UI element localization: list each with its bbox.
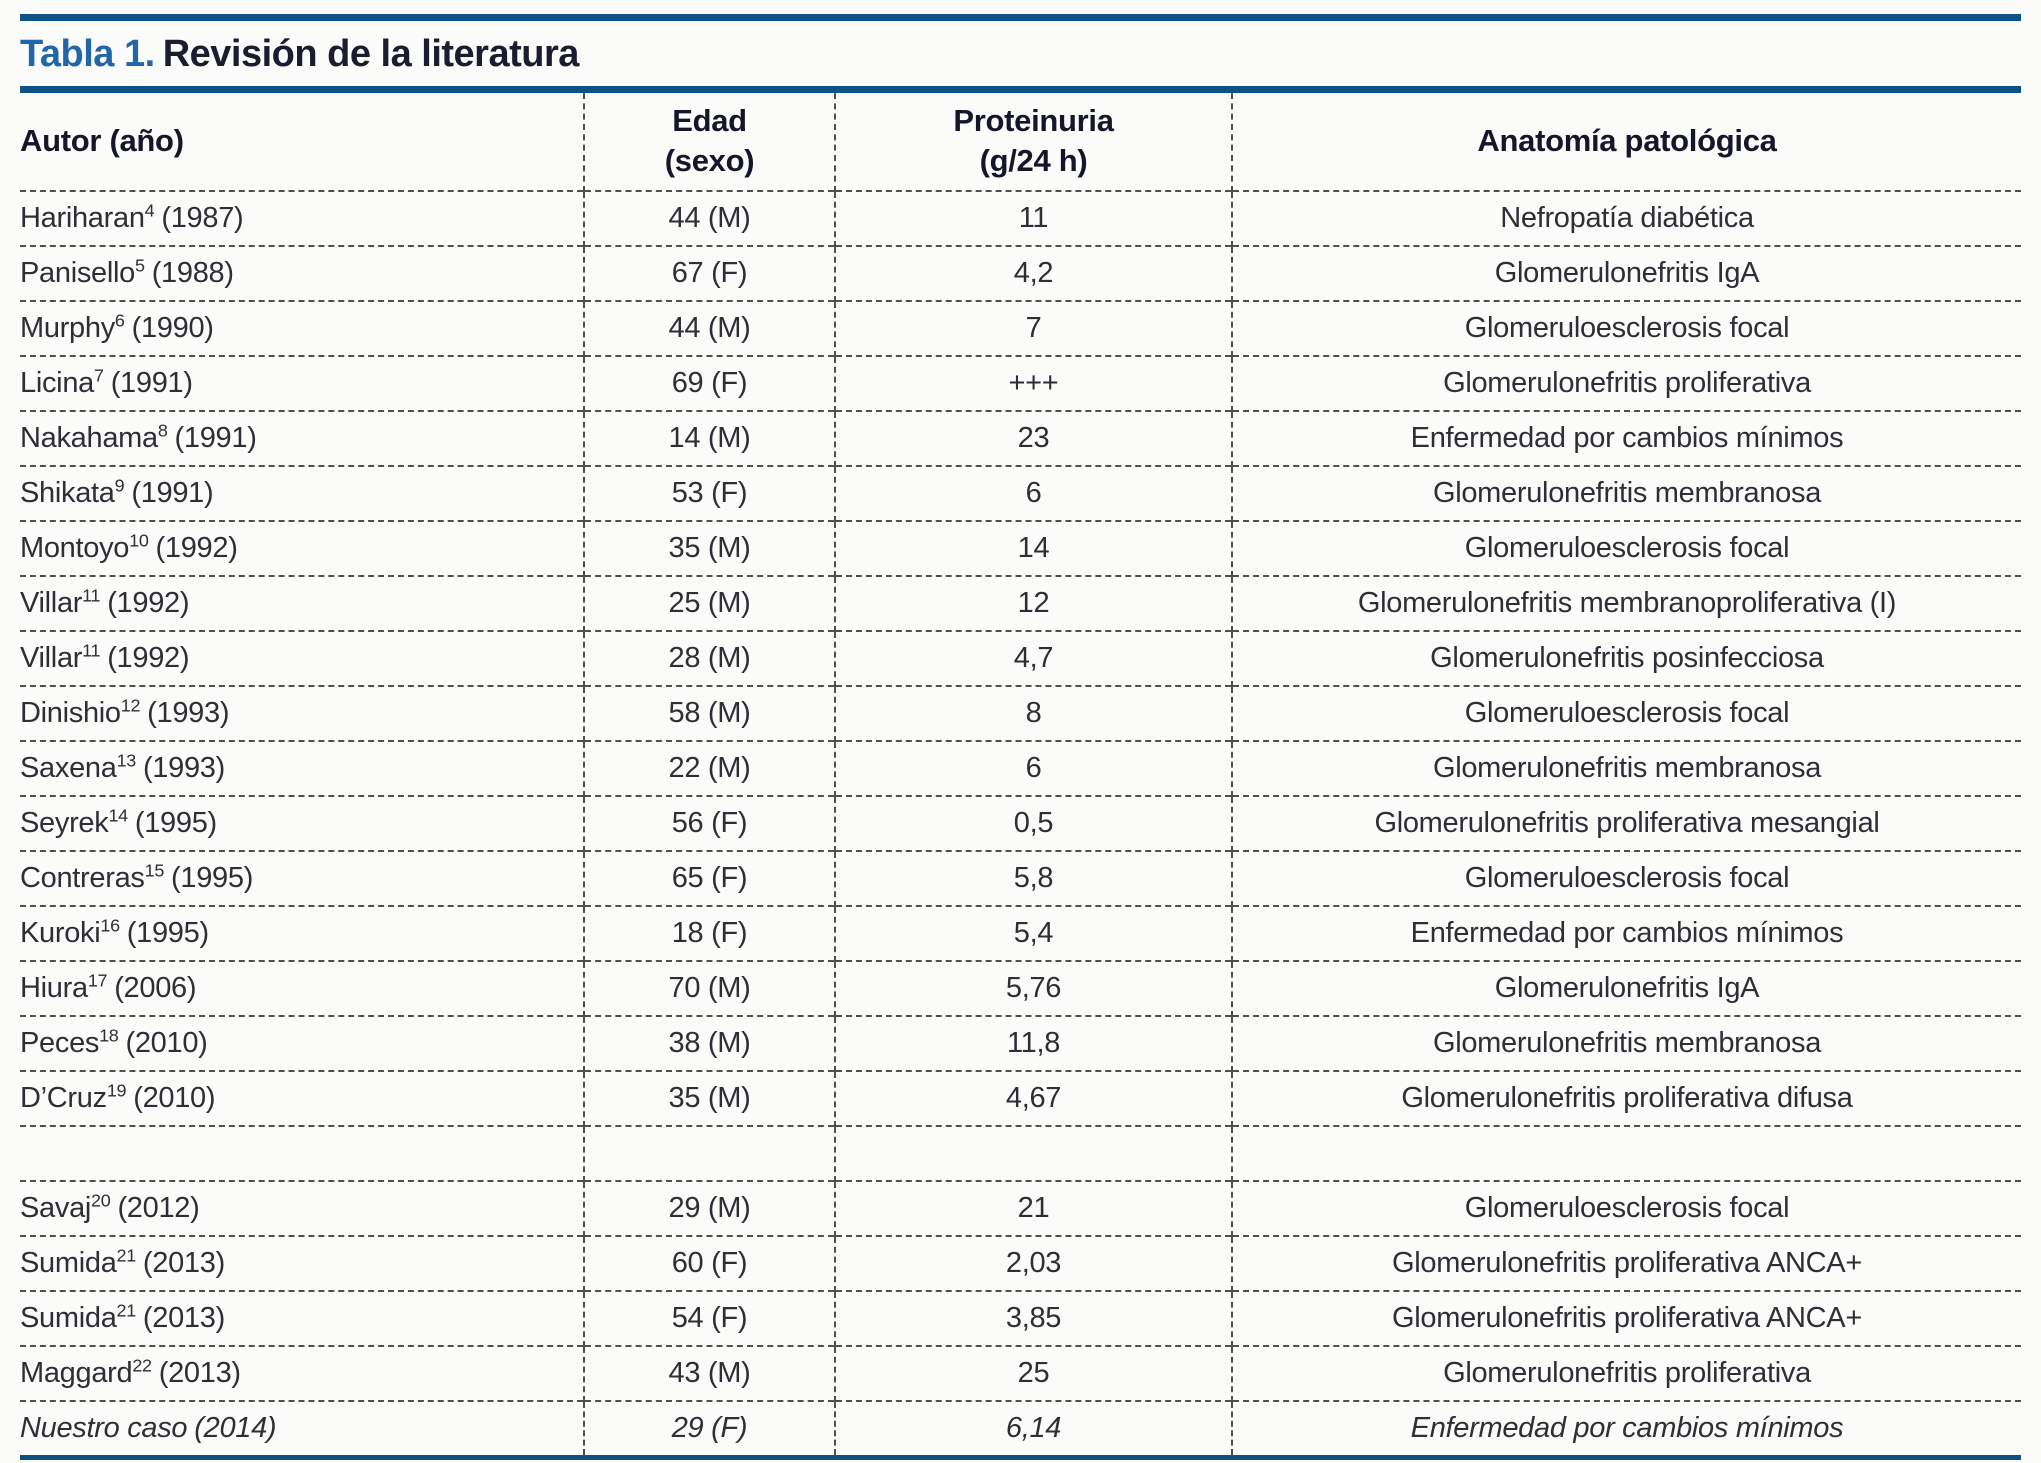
author-name: Montoyo bbox=[20, 531, 130, 564]
author-year: (1992) bbox=[107, 586, 190, 619]
literature-review-table bbox=[20, 86, 2021, 1460]
cell-edad-sexo: 69 (F) bbox=[584, 356, 835, 411]
cell-autor bbox=[20, 301, 584, 356]
cell-anatomia: Glomerulonefritis membranosa bbox=[1232, 741, 2021, 796]
column-header-proteinuria bbox=[835, 90, 1232, 191]
reference-superscript: 7 bbox=[93, 364, 104, 385]
author-name: Licina bbox=[20, 366, 94, 399]
table-row bbox=[20, 1236, 2021, 1291]
cell-edad-sexo: 29 (M) bbox=[584, 1181, 835, 1236]
author-name: Sumida bbox=[20, 1301, 117, 1334]
reference-superscript: 15 bbox=[144, 859, 165, 880]
author-name: Nakahama bbox=[20, 421, 158, 454]
cell-edad-sexo: 35 (M) bbox=[584, 521, 835, 576]
reference-superscript: 8 bbox=[157, 419, 168, 440]
cell-anatomia: Glomerulonefritis proliferativa bbox=[1232, 356, 2021, 411]
column-header-anatomia-label: Anatomía patológica bbox=[1477, 123, 1777, 159]
cell-anatomia: Glomeruloesclerosis focal bbox=[1232, 301, 2021, 356]
cell-autor bbox=[20, 631, 584, 686]
cell-edad-sexo: 56 (F) bbox=[584, 796, 835, 851]
reference-superscript: 11 bbox=[82, 639, 101, 660]
cell-proteinuria: 5,8 bbox=[835, 851, 1232, 906]
author-year: (2014) bbox=[194, 1411, 277, 1444]
author-year: (1995) bbox=[126, 916, 209, 949]
cell-autor bbox=[20, 1291, 584, 1346]
author-year: (1987) bbox=[161, 201, 244, 234]
cell-proteinuria: 8 bbox=[835, 686, 1232, 741]
cell-autor bbox=[20, 1071, 584, 1126]
table-row bbox=[20, 1291, 2021, 1346]
column-header-edad-line1: Edad bbox=[672, 103, 747, 139]
cell-anatomia: Glomerulonefritis membranosa bbox=[1232, 1016, 2021, 1071]
author-year: (1992) bbox=[155, 531, 238, 564]
table-row bbox=[20, 1126, 2021, 1181]
cell-autor bbox=[20, 686, 584, 741]
cell-anatomia: Glomeruloesclerosis focal bbox=[1232, 851, 2021, 906]
table-row bbox=[20, 961, 2021, 1016]
cell-autor bbox=[20, 466, 584, 521]
cell-edad-sexo: 44 (M) bbox=[584, 301, 835, 356]
cell-anatomia: Enfermedad por cambios mínimos bbox=[1232, 906, 2021, 961]
cell-proteinuria: 23 bbox=[835, 411, 1232, 466]
cell-edad-sexo: 54 (F) bbox=[584, 1291, 835, 1346]
cell-autor bbox=[20, 356, 584, 411]
author-name: Panisello bbox=[20, 256, 135, 289]
cell-autor bbox=[20, 851, 584, 906]
reference-superscript: 19 bbox=[106, 1079, 127, 1100]
author-year: (2010) bbox=[133, 1081, 216, 1114]
author-year: (2010) bbox=[125, 1026, 208, 1059]
cell-proteinuria: 4,2 bbox=[835, 246, 1232, 301]
table-row bbox=[20, 906, 2021, 961]
cell-anatomia: Glomerulonefritis proliferativa ANCA+ bbox=[1232, 1236, 2021, 1291]
reference-superscript: 22 bbox=[132, 1354, 152, 1375]
column-header-autor-label: Autor (año) bbox=[20, 123, 184, 159]
reference-superscript: 11 bbox=[82, 584, 101, 605]
cell-proteinuria: 4,67 bbox=[835, 1071, 1232, 1126]
cell-autor bbox=[20, 411, 584, 466]
cell-autor bbox=[20, 191, 584, 246]
reference-superscript: 5 bbox=[135, 254, 145, 275]
reference-superscript: 13 bbox=[116, 749, 136, 770]
table-figure bbox=[20, 14, 2021, 1460]
cell-edad-sexo: 29 (F) bbox=[584, 1401, 835, 1458]
reference-superscript: 10 bbox=[129, 529, 149, 550]
table-row bbox=[20, 686, 2021, 741]
cell-anatomia: Glomerulonefritis proliferativa mesangial bbox=[1232, 796, 2021, 851]
cell-anatomia: Nefropatía diabética bbox=[1232, 191, 2021, 246]
author-name: Murphy bbox=[20, 311, 115, 344]
table-row bbox=[20, 411, 2021, 466]
cell-proteinuria bbox=[835, 1126, 1232, 1181]
author-name: Nuestro caso bbox=[20, 1411, 188, 1444]
cell-proteinuria: 4,7 bbox=[835, 631, 1232, 686]
reference-superscript: 4 bbox=[144, 199, 155, 220]
reference-superscript: 12 bbox=[120, 694, 141, 715]
table-title bbox=[20, 32, 2021, 76]
reference-superscript: 21 bbox=[116, 1299, 136, 1320]
cell-proteinuria: 5,4 bbox=[835, 906, 1232, 961]
cell-autor bbox=[20, 961, 584, 1016]
cell-edad-sexo: 22 (M) bbox=[584, 741, 835, 796]
cell-proteinuria: 2,03 bbox=[835, 1236, 1232, 1291]
cell-edad-sexo: 18 (F) bbox=[584, 906, 835, 961]
table-row bbox=[20, 521, 2021, 576]
author-year: (1990) bbox=[131, 311, 214, 344]
table-row bbox=[20, 796, 2021, 851]
cell-autor bbox=[20, 1236, 584, 1291]
author-year: (1992) bbox=[107, 641, 190, 674]
table-row bbox=[20, 1181, 2021, 1236]
author-name: Kuroki bbox=[20, 916, 101, 949]
table-title-text: Revisión de la literatura bbox=[162, 33, 579, 75]
author-name: Hiura bbox=[20, 971, 88, 1004]
author-name: Villar bbox=[20, 641, 83, 674]
author-name: Shikata bbox=[20, 476, 115, 509]
author-year: (2013) bbox=[142, 1301, 225, 1334]
author-name: Sumida bbox=[20, 1246, 117, 1279]
cell-edad-sexo: 38 (M) bbox=[584, 1016, 835, 1071]
table-row bbox=[20, 741, 2021, 796]
cell-autor bbox=[20, 1016, 584, 1071]
author-name: Hariharan bbox=[20, 201, 145, 234]
table-row bbox=[20, 1346, 2021, 1401]
author-name: Savaj bbox=[20, 1191, 92, 1224]
cell-proteinuria: 5,76 bbox=[835, 961, 1232, 1016]
table-row bbox=[20, 246, 2021, 301]
cell-edad-sexo: 65 (F) bbox=[584, 851, 835, 906]
cell-proteinuria: 12 bbox=[835, 576, 1232, 631]
author-year: (2013) bbox=[142, 1246, 225, 1279]
author-year: (2013) bbox=[158, 1356, 241, 1389]
reference-superscript: 18 bbox=[99, 1024, 119, 1045]
table-row bbox=[20, 1071, 2021, 1126]
cell-anatomia: Glomerulonefritis proliferativa ANCA+ bbox=[1232, 1291, 2021, 1346]
table-row bbox=[20, 576, 2021, 631]
cell-proteinuria: 11 bbox=[835, 191, 1232, 246]
reference-superscript: 14 bbox=[108, 804, 128, 825]
cell-edad-sexo: 28 (M) bbox=[584, 631, 835, 686]
cell-proteinuria: +++ bbox=[835, 356, 1232, 411]
cell-edad-sexo: 67 (F) bbox=[584, 246, 835, 301]
cell-anatomia bbox=[1232, 1126, 2021, 1181]
cell-autor bbox=[20, 741, 584, 796]
cell-edad-sexo bbox=[584, 1126, 835, 1181]
reference-superscript: 20 bbox=[91, 1189, 111, 1210]
cell-anatomia: Glomerulonefritis proliferativa bbox=[1232, 1346, 2021, 1401]
cell-anatomia: Glomeruloesclerosis focal bbox=[1232, 686, 2021, 741]
cell-edad-sexo: 44 (M) bbox=[584, 191, 835, 246]
author-year: (1991) bbox=[174, 421, 257, 454]
cell-anatomia: Glomerulonefritis proliferativa difusa bbox=[1232, 1071, 2021, 1126]
reference-superscript: 17 bbox=[87, 969, 108, 990]
cell-anatomia: Glomerulonefritis IgA bbox=[1232, 961, 2021, 1016]
cell-anatomia: Enfermedad por cambios mínimos bbox=[1232, 411, 2021, 466]
cell-proteinuria: 0,5 bbox=[835, 796, 1232, 851]
cell-proteinuria: 6,14 bbox=[835, 1401, 1232, 1458]
cell-anatomia: Glomerulonefritis membranosa bbox=[1232, 466, 2021, 521]
column-header-proteinuria-line1: Proteinuria bbox=[953, 103, 1114, 139]
cell-proteinuria: 6 bbox=[835, 741, 1232, 796]
table-row bbox=[20, 1016, 2021, 1071]
cell-anatomia: Enfermedad por cambios mínimos bbox=[1232, 1401, 2021, 1458]
top-rule bbox=[20, 14, 2021, 21]
author-name: Villar bbox=[20, 586, 83, 619]
table-number-label: Tabla 1. bbox=[20, 33, 155, 75]
cell-anatomia: Glomeruloesclerosis focal bbox=[1232, 521, 2021, 576]
author-year: (2012) bbox=[117, 1191, 200, 1224]
author-name: Contreras bbox=[20, 861, 145, 894]
cell-autor bbox=[20, 796, 584, 851]
cell-proteinuria: 14 bbox=[835, 521, 1232, 576]
cell-anatomia: Glomerulonefritis posinfecciosa bbox=[1232, 631, 2021, 686]
author-name: Dinishio bbox=[20, 696, 121, 729]
cell-autor bbox=[20, 1126, 584, 1181]
table-row bbox=[20, 851, 2021, 906]
reference-superscript: 6 bbox=[114, 309, 125, 330]
author-year: (1995) bbox=[134, 806, 217, 839]
cell-edad-sexo: 35 (M) bbox=[584, 1071, 835, 1126]
column-header-edad-line2: (sexo) bbox=[664, 143, 755, 179]
cell-proteinuria: 21 bbox=[835, 1181, 1232, 1236]
author-name: D’Cruz bbox=[20, 1081, 107, 1114]
cell-autor bbox=[20, 576, 584, 631]
column-header-anatomia bbox=[1232, 90, 2021, 191]
table-header bbox=[20, 90, 2021, 191]
table-row bbox=[20, 191, 2021, 246]
column-header-edad bbox=[584, 90, 835, 191]
cell-edad-sexo: 25 (M) bbox=[584, 576, 835, 631]
table-row bbox=[20, 301, 2021, 356]
cell-edad-sexo: 70 (M) bbox=[584, 961, 835, 1016]
cell-proteinuria: 11,8 bbox=[835, 1016, 1232, 1071]
cell-proteinuria: 25 bbox=[835, 1346, 1232, 1401]
cell-anatomia: Glomeruloesclerosis focal bbox=[1232, 1181, 2021, 1236]
author-year: (1991) bbox=[131, 476, 214, 509]
cell-edad-sexo: 43 (M) bbox=[584, 1346, 835, 1401]
reference-superscript: 9 bbox=[114, 474, 125, 495]
cell-autor bbox=[20, 906, 584, 961]
header-row bbox=[20, 90, 2021, 191]
author-name: Maggard bbox=[20, 1356, 133, 1389]
column-header-autor bbox=[20, 90, 584, 191]
author-year: (1993) bbox=[147, 696, 230, 729]
table-row bbox=[20, 631, 2021, 686]
author-year: (1991) bbox=[110, 366, 193, 399]
cell-anatomia: Glomerulonefritis membranoproliferativa (I) bbox=[1232, 576, 2021, 631]
cell-autor bbox=[20, 246, 584, 301]
reference-superscript: 16 bbox=[100, 914, 120, 935]
cell-anatomia: Glomerulonefritis IgA bbox=[1232, 246, 2021, 301]
author-name: Saxena bbox=[20, 751, 117, 784]
cell-autor bbox=[20, 521, 584, 576]
table-row bbox=[20, 466, 2021, 521]
cell-edad-sexo: 58 (M) bbox=[584, 686, 835, 741]
cell-edad-sexo: 14 (M) bbox=[584, 411, 835, 466]
cell-autor bbox=[20, 1346, 584, 1401]
cell-edad-sexo: 53 (F) bbox=[584, 466, 835, 521]
cell-proteinuria: 3,85 bbox=[835, 1291, 1232, 1346]
cell-autor bbox=[20, 1181, 584, 1236]
table-body bbox=[20, 191, 2021, 1458]
author-name: Seyrek bbox=[20, 806, 109, 839]
cell-proteinuria: 6 bbox=[835, 466, 1232, 521]
reference-superscript: 21 bbox=[116, 1244, 136, 1265]
author-year: (1993) bbox=[142, 751, 225, 784]
table-row bbox=[20, 356, 2021, 411]
author-name: Peces bbox=[20, 1026, 100, 1059]
author-year: (1988) bbox=[151, 256, 234, 289]
author-year: (2006) bbox=[114, 971, 197, 1004]
cell-edad-sexo: 60 (F) bbox=[584, 1236, 835, 1291]
author-year: (1995) bbox=[171, 861, 254, 894]
cell-proteinuria: 7 bbox=[835, 301, 1232, 356]
column-header-proteinuria-line2: (g/24 h) bbox=[979, 143, 1088, 179]
